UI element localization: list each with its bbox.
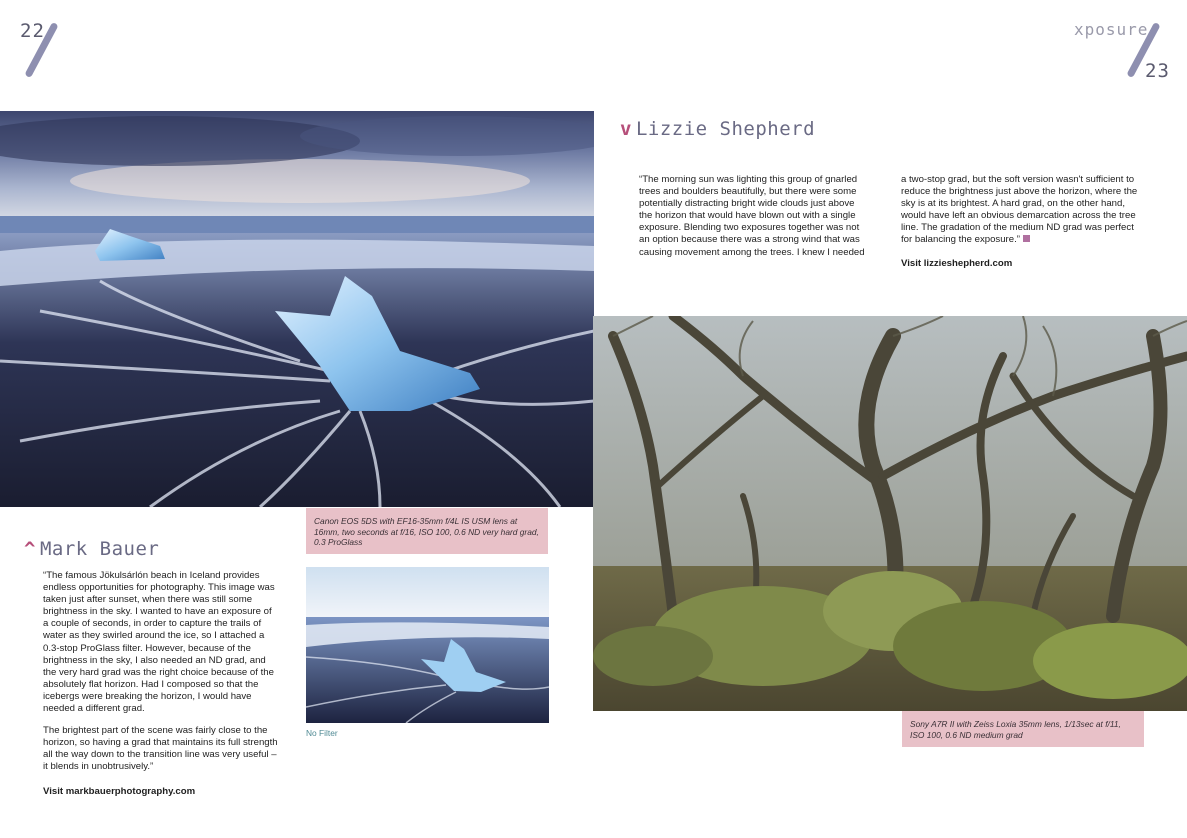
chevron-up-icon: ^ <box>24 538 36 560</box>
lizzie-column-2 <box>901 174 1141 247</box>
iceberg-beach-photo <box>0 111 594 507</box>
lizzie-shepherd-heading <box>620 118 815 140</box>
mark-paragraph-2: The brightest part of the scene was fairly close to the horizon, so having a grad that maintains its full strength all the way down to the transition line was very useful – it blends in unobtrusively.” <box>43 725 278 773</box>
page-number-right: 23 <box>1145 60 1170 82</box>
gnarled-trees-photo <box>593 316 1187 711</box>
mark-paragraph-1: “The famous Jökulsárlón beach in Iceland provides endless opportunities for photography. This image was taken just after sunset, when there was still some brightness in the sky. I wanted to have an exposure of a couple of seconds, in order to capture the trails of water as they swirled around the ice, so I attached a 0.3-stop ProGlass filter. However, because of the brightness in the sky, I also needed an ND grad, and the very hard grad was the right choice because of the absolutely flat horizon. Had I composed so that the icebergs were breaking the horizon, I would have needed a different grad. <box>43 570 275 715</box>
lizzie-column-1: “The morning sun was lighting this group of gnarled trees and boulders beautifully, but there were some potentially distracting bright wide clouds just above the horizon that would have blown out with a single exposure. Blending two exposures together was not an option because there was a strong wind that was causing movement among the trees. I knew I needed <box>639 174 865 258</box>
end-mark-icon <box>1023 235 1030 242</box>
mark-photo-caption: Canon EOS 5DS with EF16-35mm f/4L IS USM lens at 16mm, two seconds at f/16, ISO 100, 0.6 ND very hard grad, 0.3 ProGlass <box>306 508 548 554</box>
no-filter-thumbnail <box>306 567 549 723</box>
lizzie-visit-link[interactable]: Visit lizzieshepherd.com <box>901 258 1013 269</box>
mark-body-text <box>43 570 279 784</box>
no-filter-label: No Filter <box>306 728 338 738</box>
page-number-left: 22 <box>20 20 45 42</box>
mark-visit-link[interactable]: Visit markbauerphotography.com <box>43 786 196 797</box>
mark-bauer-name: Mark Bauer <box>39 538 160 560</box>
lizzie-photo-caption: Sony A7R II with Zeiss Loxia 35mm lens, 1/13sec at f/11, ISO 100, 0.6 ND medium grad <box>902 711 1144 747</box>
mark-bauer-heading <box>24 538 159 560</box>
magazine-brand: xposure <box>1074 20 1149 39</box>
lizzie-shepherd-name: Lizzie Shepherd <box>635 118 816 140</box>
chevron-down-icon: v <box>620 118 632 140</box>
lizzie-column-2-text: a two-stop grad, but the soft version wasn't sufficient to reduce the brightness just above the horizon, where the sky is at its brightest. A hard grad, on the other hand, would have left an obvious demarcation across the tree line. The gradation of the medium ND grad was perfect for balancing the exposure.” <box>901 174 1138 246</box>
